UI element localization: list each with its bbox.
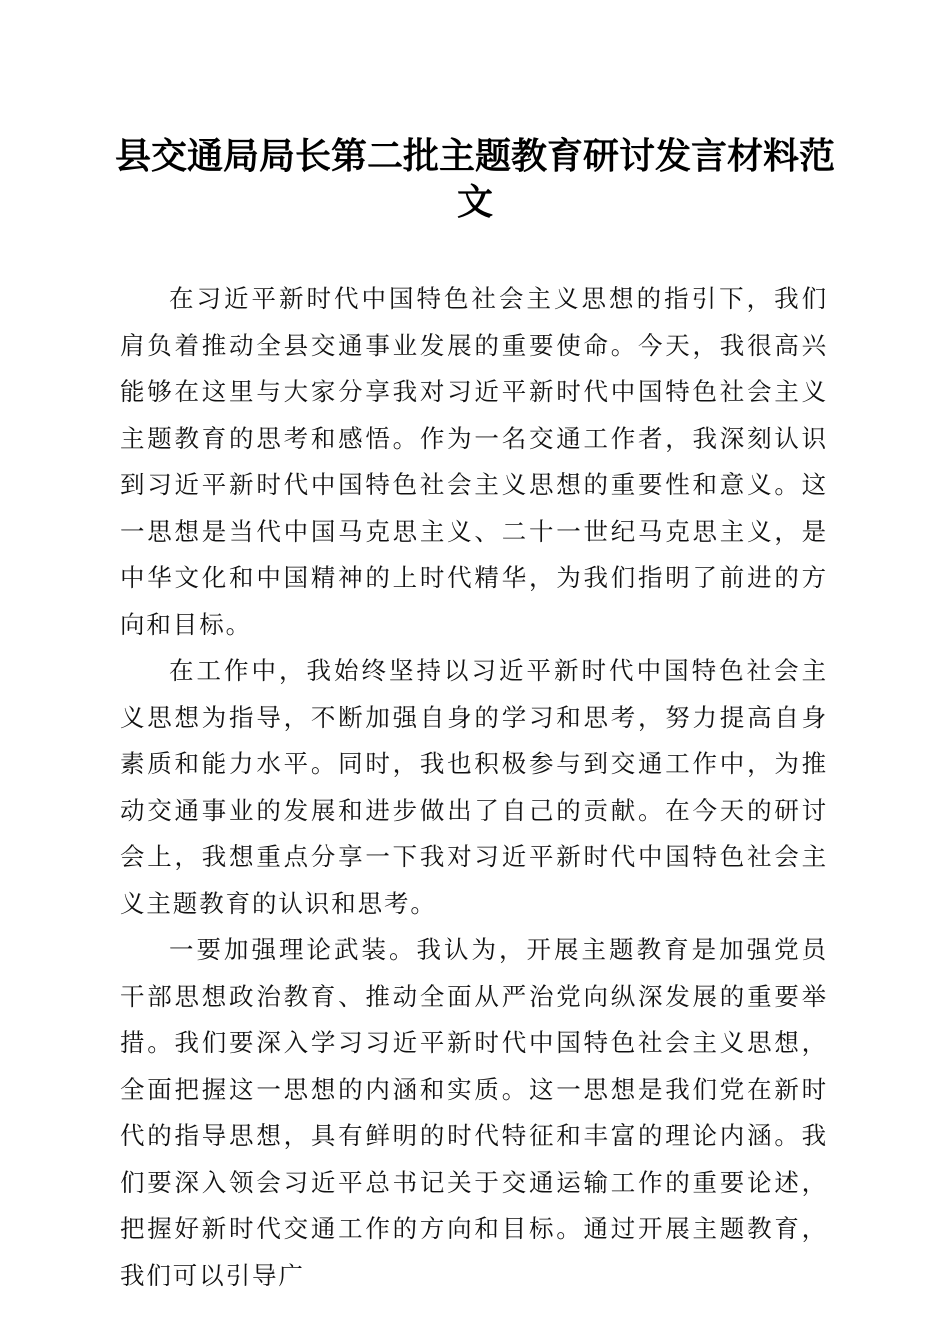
document-title: 县交通局局长第二批主题教育研讨发言材料范文 xyxy=(114,135,835,223)
body-paragraph-1: 在习近平新时代中国特色社会主义思想的指引下，我们肩负着推动全县交通事业发展的重要使命。今天，我很高兴能够在这里与大家分享我对习近平新时代中国特色社会主义主题教育的思考和感悟。作为一名交通工作者，我深刻认识到习近平新时代中国特色社会主义思想的重要性和意义。这一思想是当代中国马克思主义、二十一世纪马克思主义，是中华文化和中国精神的上时代精华，为我们指明了前进的方向和目标。 xyxy=(120,284,828,639)
body-paragraph-2: 在工作中，我始终坚持以习近平新时代中国特色社会主义思想为指导，不断加强自身的学习和思考，努力提高自身素质和能力水平。同时，我也积极参与到交通工作中，为推动交通事业的发展和进步做出了自己的贡献。在今天的研讨会上，我想重点分享一下我对习近平新时代中国特色社会主义主题教育的认识和思考。 xyxy=(120,656,828,918)
body-paragraph-3: 一要加强理论武装。我认为，开展主题教育是加强党员干部思想政治教育、推动全面从严治党向纵深发展的重要举措。我们要深入学习习近平新时代中国特色社会主义思想，全面把握这一思想的内涵和实质。这一思想是我们党在新时代的指导思想，具有鲜明的时代特征和丰富的理论内涵。我们要深入领会习近平总书记关于交通运输工作的重要论述，把握好新时代交通工作的方向和目标。通过开展主题教育，我们可以引导广 xyxy=(120,935,828,1290)
document-body xyxy=(120,276,828,1299)
